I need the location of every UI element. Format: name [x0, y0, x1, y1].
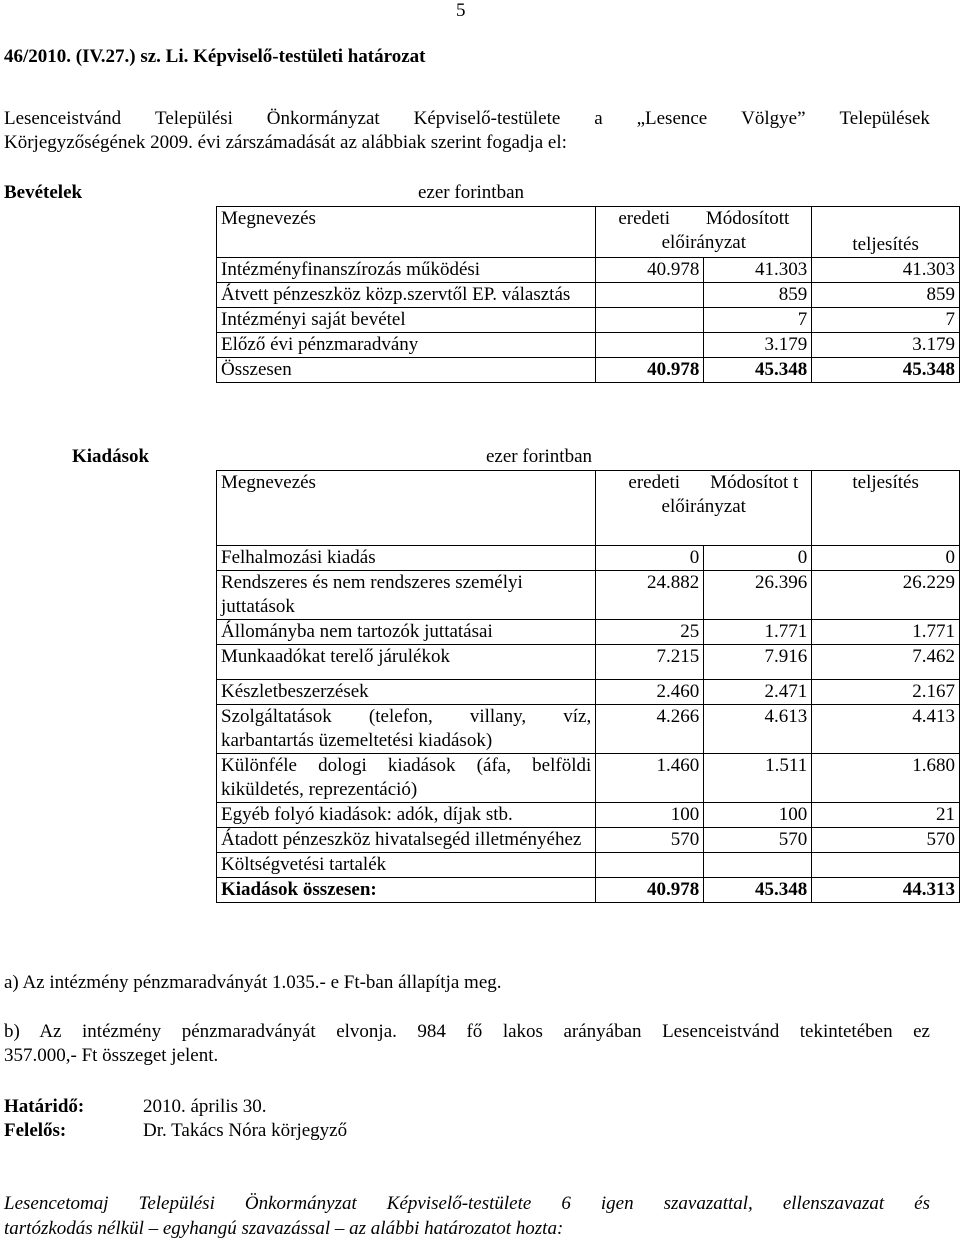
- table-row: [217, 546, 960, 571]
- row-original: [596, 333, 704, 358]
- closing-line-1: Lesencetomaj Települési Önkormányzat Képviselő-testülete 6 igen szavazattal, ellenszavazat és: [4, 1193, 930, 1214]
- header-original: eredeti: [628, 472, 681, 493]
- row-name: Összesen: [217, 358, 596, 383]
- row-original: 40.978: [596, 258, 704, 283]
- intro-line-1: [4, 108, 930, 130]
- intro-word: Települési: [155, 108, 233, 129]
- intro-word: „Lesence: [636, 108, 708, 129]
- expenditure-unit: ezer forintban: [486, 446, 593, 467]
- header-name: Megnevezés: [217, 471, 596, 546]
- intro-word: a: [594, 108, 603, 129]
- header-actual: teljesítés: [812, 471, 960, 546]
- responsible-value: Dr. Takács Nóra körjegyző: [143, 1120, 348, 1141]
- row-actual: 1.680: [812, 754, 960, 803]
- header-actual: teljesítés: [812, 207, 960, 258]
- row-modified: 2.471: [704, 680, 812, 705]
- table-row: [217, 283, 960, 308]
- row-actual: 7.462: [812, 645, 960, 680]
- table-row: [217, 258, 960, 283]
- row-name: Készletbeszerzések: [217, 680, 596, 705]
- intro-word: Önkormányzat: [266, 108, 380, 129]
- intro-word: Képviselő-testülete: [413, 108, 561, 129]
- row-name: Szolgáltatások (telefon, villany, víz, karbantartás üzemeltetési kiadások): [217, 705, 596, 754]
- expenditure-table: [216, 470, 960, 903]
- intro-word: Települések: [839, 108, 930, 129]
- deadline-label: Határidő:: [4, 1096, 85, 1117]
- row-modified: 859: [704, 283, 812, 308]
- row-original: [596, 283, 704, 308]
- table-row: [217, 828, 960, 853]
- row-name: Költségvetési tartalék: [217, 853, 596, 878]
- table-row: [217, 705, 960, 754]
- revenue-table: [216, 206, 960, 383]
- row-actual: 1.771: [812, 620, 960, 645]
- row-original: 100: [596, 803, 704, 828]
- table-row: [217, 308, 960, 333]
- row-name: Felhalmozási kiadás: [217, 546, 596, 571]
- row-modified: 4.613: [704, 705, 812, 754]
- header-appropriation: előirányzat: [661, 496, 746, 517]
- header-modified: Módosítot t: [710, 472, 799, 493]
- revenue-unit: ezer forintban: [418, 182, 525, 203]
- row-actual: 4.413: [812, 705, 960, 754]
- header-budget: [596, 207, 812, 258]
- row-modified: 100: [704, 803, 812, 828]
- resolution-title: 46/2010. (IV.27.) sz. Li. Képviselő-testületi határozat: [4, 46, 426, 67]
- table-row: [217, 680, 960, 705]
- table-row: [217, 645, 960, 680]
- header-modified: Módosított: [705, 208, 790, 229]
- row-actual: 44.313: [812, 878, 960, 903]
- row-actual: [812, 853, 960, 878]
- row-actual: 21: [812, 803, 960, 828]
- table-row: [217, 803, 960, 828]
- row-name: Intézményi saját bevétel: [217, 308, 596, 333]
- row-original: 0: [596, 546, 704, 571]
- row-name: Kiadások összesen:: [217, 878, 596, 903]
- row-original: 24.882: [596, 571, 704, 620]
- row-actual: 0: [812, 546, 960, 571]
- row-modified: 45.348: [704, 358, 812, 383]
- row-actual: 3.179: [812, 333, 960, 358]
- revenue-header-row: [217, 207, 960, 258]
- table-row: [217, 620, 960, 645]
- revenue-section-label: Bevételek: [4, 182, 83, 203]
- header-original: eredeti: [618, 208, 671, 229]
- row-name: Átvett pénzeszköz közp.szervtől EP. választás: [217, 283, 596, 308]
- intro-word: Lesenceistvánd: [4, 108, 122, 129]
- row-actual: 7: [812, 308, 960, 333]
- row-modified: 1.511: [704, 754, 812, 803]
- row-actual: 570: [812, 828, 960, 853]
- intro-word: Völgye”: [741, 108, 806, 129]
- row-modified: 7: [704, 308, 812, 333]
- deadline-value: 2010. április 30.: [143, 1096, 267, 1117]
- header-name: Megnevezés: [217, 207, 596, 258]
- row-original: 570: [596, 828, 704, 853]
- header-appropriation: előirányzat: [661, 232, 747, 253]
- header-budget: [596, 471, 812, 546]
- row-actual: 41.303: [812, 258, 960, 283]
- row-original: 1.460: [596, 754, 704, 803]
- row-modified: 1.771: [704, 620, 812, 645]
- table-row: [217, 333, 960, 358]
- row-name: Állományba nem tartozók juttatásai: [217, 620, 596, 645]
- row-original: 40.978: [596, 358, 704, 383]
- row-original: 2.460: [596, 680, 704, 705]
- row-original: [596, 853, 704, 878]
- expenditure-section-label: Kiadások: [72, 446, 150, 467]
- closing-line-2: tartózkodás nélkül – egyhangú szavazással – az alábbi határozatot hozta:: [4, 1218, 564, 1239]
- row-actual: 26.229: [812, 571, 960, 620]
- row-modified: 0: [704, 546, 812, 571]
- row-actual: 2.167: [812, 680, 960, 705]
- table-row-total: [217, 358, 960, 383]
- row-modified: 7.916: [704, 645, 812, 680]
- table-row: [217, 853, 960, 878]
- row-name: Előző évi pénzmaradvány: [217, 333, 596, 358]
- note-b-line-1: b) Az intézmény pénzmaradványát elvonja. 984 fő lakos arányában Lesenceistvánd tekintetében ez: [4, 1021, 930, 1042]
- table-row: [217, 754, 960, 803]
- row-original: [596, 308, 704, 333]
- row-original: 4.266: [596, 705, 704, 754]
- intro-line-2: Körjegyzőségének 2009. évi zárszámadását az alábbiak szerint fogadja el:: [4, 132, 567, 153]
- row-modified: [704, 853, 812, 878]
- row-original: 40.978: [596, 878, 704, 903]
- row-modified: 3.179: [704, 333, 812, 358]
- row-actual: 45.348: [812, 358, 960, 383]
- row-original: 25: [596, 620, 704, 645]
- row-name: Intézményfinanszírozás működési: [217, 258, 596, 283]
- note-a: a) Az intézmény pénzmaradványát 1.035.- e Ft-ban állapítja meg.: [4, 972, 502, 993]
- row-name: Munkaadókat terelő járulékok: [217, 645, 596, 680]
- row-original: 7.215: [596, 645, 704, 680]
- page-number: 5: [456, 0, 466, 21]
- expenditure-header-row: [217, 471, 960, 546]
- table-row: [217, 571, 960, 620]
- row-modified: 45.348: [704, 878, 812, 903]
- row-name: Rendszeres és nem rendszeres személyi juttatások: [217, 571, 596, 620]
- row-name: Egyéb folyó kiadások: adók, díjak stb.: [217, 803, 596, 828]
- row-modified: 41.303: [704, 258, 812, 283]
- row-name: Különféle dologi kiadások (áfa, belföldi kiküldetés, reprezentáció): [217, 754, 596, 803]
- row-actual: 859: [812, 283, 960, 308]
- row-modified: 26.396: [704, 571, 812, 620]
- row-name: Átadott pénzeszköz hivatalsegéd illetményéhez: [217, 828, 596, 853]
- table-row-total: [217, 878, 960, 903]
- row-modified: 570: [704, 828, 812, 853]
- note-b-line-2: 357.000,- Ft összeget jelent.: [4, 1045, 219, 1066]
- responsible-label: Felelős:: [4, 1120, 67, 1141]
